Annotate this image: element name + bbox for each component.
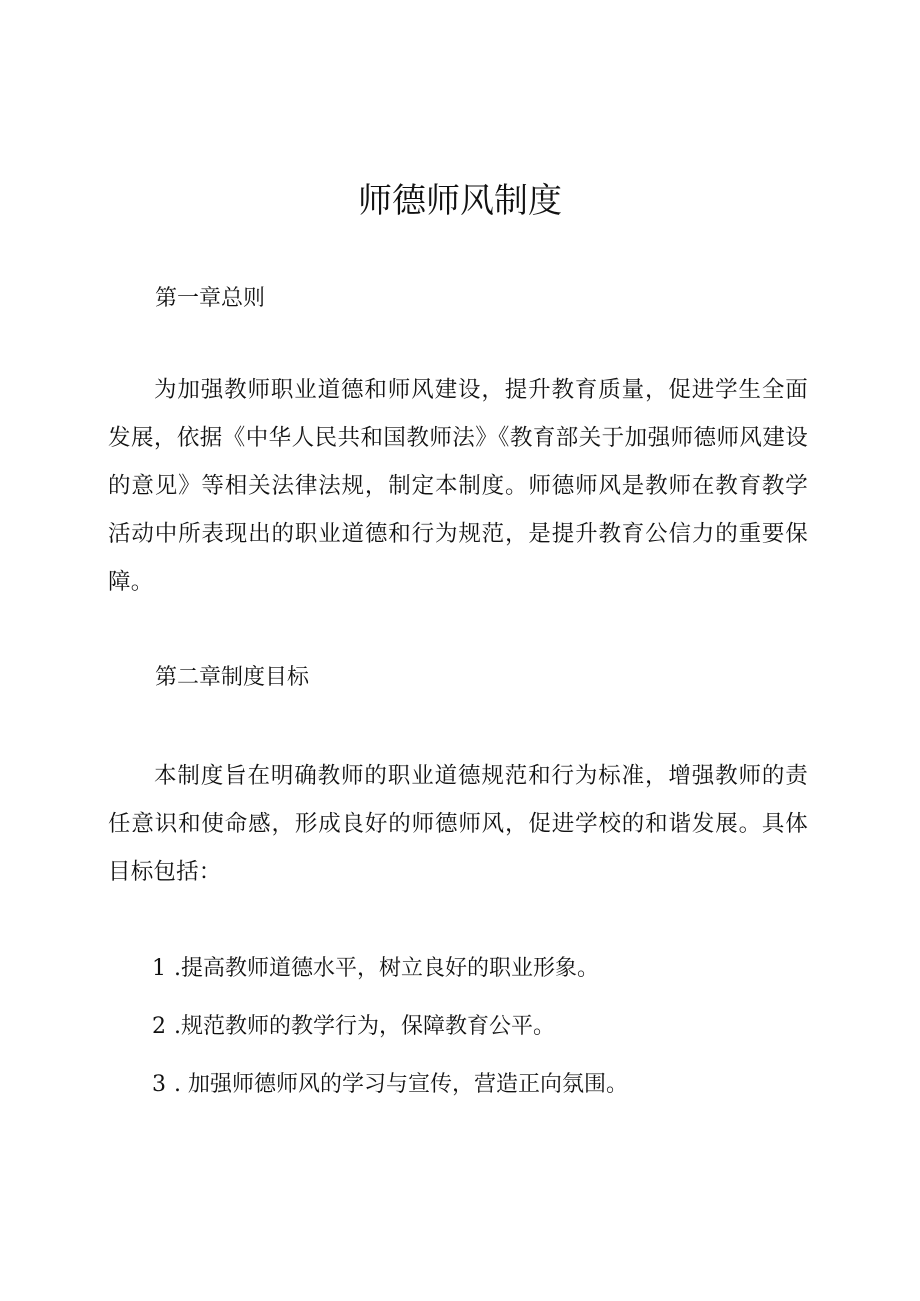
list-item-number: 3 [152,1072,166,1097]
chapter-2-heading: 第二章制度目标 [155,665,310,690]
list-item-number: 1 [152,956,166,981]
list-item [152,954,628,984]
list-item [152,1012,628,1042]
goals-list [152,954,628,1128]
list-item [152,1070,628,1100]
document-title: 师德师风制度 [358,181,562,221]
list-item-text: .规范教师的教学行为，保障教育公平。 [174,1014,555,1039]
chapter-2-paragraph: 本制度旨在明确教师的职业道德规范和行为标准，增强教师的责任意识和使命感，形成良好的师德师风，促进学校的和谐发展。具体目标包括： [108,763,808,885]
chapter-1-heading: 第一章总则 [155,286,266,311]
list-item-number: 2 [152,1014,166,1039]
list-item-text: .提高教师道德水平，树立良好的职业形象。 [174,956,599,981]
chapter-1-paragraph: 为加强教师职业道德和师风建设，提升教育质量，促进学生全面发展，依据《中华人民共和国教师法》《教育部关于加强师德师风建设的意见》等相关法律法规，制定本制度。师德师风是教师在教育教学活动中所表现出的职业道德和行为规范，是提升教育公信力的重要保障。 [108,377,808,595]
list-item-text: . 加强师德师风的学习与宣传，营造正向氛围。 [174,1072,628,1097]
